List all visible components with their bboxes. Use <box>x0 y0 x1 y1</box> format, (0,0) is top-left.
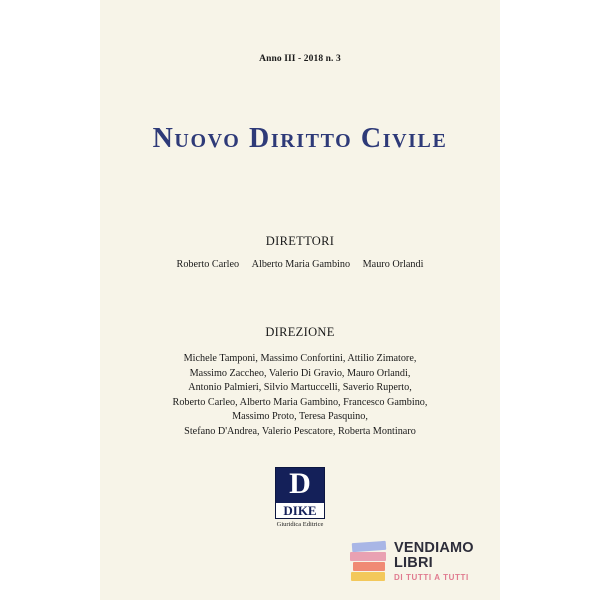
direzione-line: Michele Tamponi, Massimo Confortini, Attilio Zimatore, <box>183 353 417 364</box>
direzione-line: Roberto Carleo, Alberto Maria Gambino, Francesco Gambino, <box>172 396 428 408</box>
director-name: Roberto Carleo <box>176 259 240 270</box>
logo-word: DIKE <box>283 503 317 518</box>
direzione-line: Antonio Palmieri, Silvio Martuccelli, Saverio Ruperto, <box>188 382 412 394</box>
direzione-line: Massimo Zaccheo, Valerio Di Gravio, Mauro Orlandi, <box>189 367 411 379</box>
directors-names <box>100 259 500 270</box>
logo-letter: D <box>289 467 311 500</box>
book-shape <box>353 562 385 571</box>
book-cover <box>100 0 500 600</box>
watermark-line-2: LIBRI <box>394 555 433 571</box>
watermark-line-3: DI TUTTI A TUTTI <box>394 573 469 582</box>
issue-label: Anno III - 2018 n. 3 <box>259 54 341 64</box>
direzione-line: Massimo Proto, Teresa Pasquino, <box>232 411 368 423</box>
director-name: Alberto Maria Gambino <box>251 259 351 270</box>
journal-title: Nuovo Diritto Civile <box>152 123 448 154</box>
book-shape <box>350 552 386 561</box>
direzione-heading: DIREZIONE <box>265 325 335 339</box>
direzione-line: Stefano D'Andrea, Valerio Pescatore, Roberta Montinaro <box>184 425 416 437</box>
direzione-list <box>100 352 500 440</box>
publisher-label: Giuridica Editrice <box>276 521 324 528</box>
book-shape <box>351 572 385 581</box>
logo-band <box>276 501 324 518</box>
vendiamo-libri-watermark <box>348 540 488 590</box>
watermark-line-1: VENDIAMO <box>394 540 474 556</box>
stacked-books-icon <box>348 540 390 586</box>
director-name: Mauro Orlandi <box>362 259 424 270</box>
dike-logo <box>275 467 325 519</box>
book-shape <box>352 541 387 552</box>
directors-heading: DIRETTORI <box>265 234 335 248</box>
